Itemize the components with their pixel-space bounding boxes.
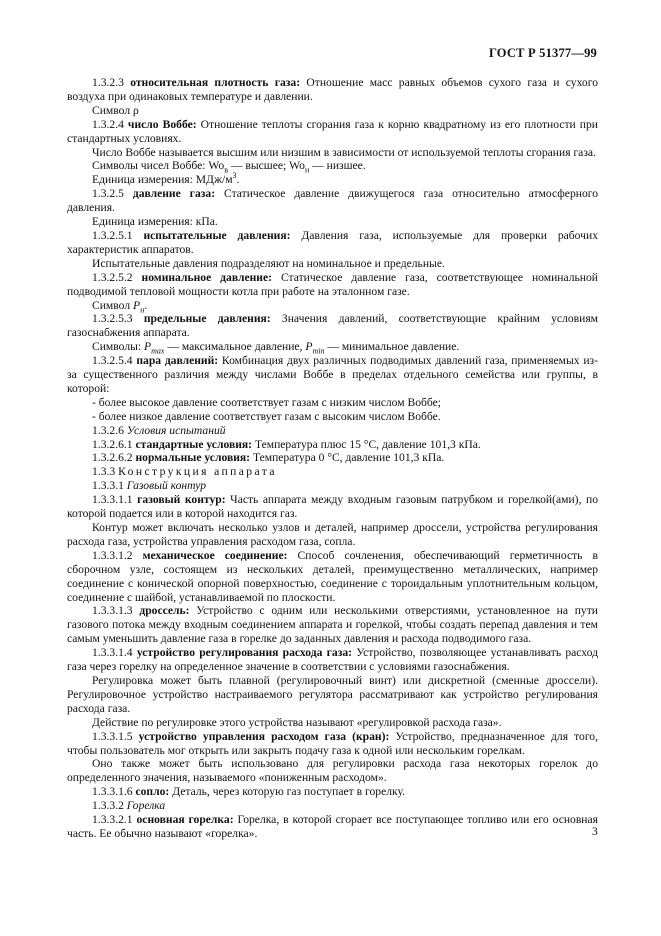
unit-line: Единица измерения: МДж/$м^3$. (92, 171, 240, 187)
definition: Устройство, предназначенное для того, чтобы пользователь мог открыть или закрыть подачу газа к одной или нескольким горелкам. (67, 729, 598, 757)
section-title: Конструкция аппарата (118, 465, 277, 479)
clause-number: 1.3.3.1.3 (92, 604, 133, 618)
definition: Значения давлений, соответствующие крайним условиям газоснабжения аппарата. (67, 312, 598, 340)
section-heading (67, 465, 598, 479)
definition: Температура 0 °С, давление 101,3 кПа. (252, 451, 445, 465)
definition: Способ сочленения, обеспечивающий герметичность в сборочном узле, состоящем из нескольких деталей, преимущественно металлических, например соединение с конической опорной поверхностью, соединение с тороидальным уплотнительным кольцом, соединение с шайбой, устанавливаемой по плоскости. (67, 548, 598, 604)
clause-1-3-2-3 (67, 76, 598, 104)
clause-number: 1.3.3.1.5 (92, 729, 133, 743)
definition: Часть аппарата между входным газовым патрубком и горелкой(ами), по которой подается или в которой находится газ. (67, 493, 598, 521)
definition: Отношение масс равных объемов сухого газа и сухого воздуха при одинаковых температуре и давлении. (67, 76, 598, 103)
term: нормальные условия: (135, 451, 251, 465)
subsection-heading (67, 424, 598, 438)
clause-number: 1.3.2.5.1 (92, 228, 133, 242)
symbol-line: Символ ρ (92, 103, 139, 117)
symbol-line: Символы: $P_{max}$ — максимальное давление, $P_{min}$ — минимальное давление. (92, 340, 460, 356)
definition: Устройство с одним или несколькими отверстиями, установленное на пути газового потока между входным соединением аппарата и горелкой, чтобы создать перепад давления и тем самым уменьшить давление газа в горелке до заданных давления и расхода подводимого газа. (67, 604, 598, 646)
term: механическое соединение: (142, 548, 288, 562)
clause-number: 1.3.2.6.2 (92, 451, 133, 465)
term: номинальное давление: (141, 270, 272, 284)
clause-number: 1.3.3 (92, 465, 116, 479)
clause-number: 1.3.2.4 (92, 117, 124, 131)
list-item: - более высокое давление соответствует газам с низким числом Воббе; (92, 395, 442, 409)
clause-1-3-3-1-6 (67, 785, 598, 799)
paragraph: Контур может включать несколько узлов и деталей, например дроссели, устройства регулирования расхода газа, устройства управления расходом газа, сопла. (67, 521, 598, 548)
paragraph: Испытательные давления подразделяют на номинальное и предельные. (92, 256, 445, 270)
paragraph: Действие по регулировке этого устройства называют «регулировкой расхода газа». (92, 715, 502, 729)
subsection-title: Горелка (126, 799, 166, 813)
definition: Деталь, через которую газ поступает в горелку. (172, 785, 406, 799)
clause-number: 1.3.3.2 (92, 799, 124, 813)
term: пара давлений: (136, 354, 219, 368)
clause-number: 1.3.2.5.3 (92, 312, 133, 326)
term: газовый контур: (137, 493, 226, 507)
clause-1-3-3-1-1 (67, 493, 598, 521)
wobbe-symbols: Символы чисел Воббе: $Wo_в$ — высшее; $Wo_н$ — низшее. (92, 159, 366, 175)
term: предельные давления: (143, 312, 271, 326)
subsection-heading (67, 799, 598, 813)
standard-code: ГОСТ Р 51377—99 (488, 46, 597, 60)
unit-line: Единица измерения: кПа. (92, 215, 218, 229)
term: давление газа: (132, 187, 216, 201)
definition: Статическое давление движущегося газа относительно атмосферного давления. (67, 187, 599, 215)
term: устройство управления расходом газа (кран): (138, 729, 390, 743)
clause-1-3-2-5-2 (67, 271, 598, 299)
clause-1-3-3-1-5 (67, 730, 598, 758)
term: устройство регулирования расхода газа: (136, 646, 353, 660)
clause-1-3-2-6-1 (67, 438, 598, 452)
definition: Горелка, в которой сгорает все поступающее топливо или его основная часть. Ее обычно называют «горелка». (67, 813, 598, 840)
clause-1-3-3-1-2 (67, 549, 598, 605)
clause-1-3-2-5-4 (67, 354, 598, 396)
subsection-heading (67, 479, 598, 493)
definition: Отношение теплоты сгорания газа к корню квадратному из его плотности при стандартных условиях. (67, 117, 598, 145)
clause-1-3-3-2-1 (67, 813, 598, 841)
clause-number: 1.3.3.1.6 (92, 785, 133, 799)
clause-1-3-2-5-1 (67, 229, 598, 257)
clause-number: 1.3.2.5.4 (92, 354, 133, 368)
symbol-line: Символ $P_н$. (92, 298, 148, 314)
clause-1-3-2-6-2 (67, 451, 598, 465)
page-number: 3 (592, 825, 598, 838)
term: число Воббе: (127, 117, 197, 131)
term: дроссель: (139, 604, 190, 618)
list-item: - более низкое давление соответствует газам с высоким числом Воббе. (92, 409, 441, 423)
paragraph: Число Воббе называется высшим или низшим в зависимости от используемой теплоты сгорания газа. (92, 145, 596, 159)
clause-number: 1.3.3.1.1 (92, 493, 133, 507)
term: относительная плотность газа: (130, 76, 301, 89)
clause-1-3-3-1-4 (67, 646, 598, 674)
clause-number: 1.3.2.5 (92, 187, 124, 201)
paragraph: Регулировка может быть плавной (регулировочный винт) или дискретной (сменные дроссели). Регулировочное устройство настраиваемого регулятора рассматривают как устройство регулирования расхода газа. (67, 673, 598, 715)
term: испытательные давления: (143, 228, 291, 242)
clause-number: 1.3.3.1.2 (92, 548, 133, 562)
clause-number: 1.3.2.6 (92, 423, 124, 437)
clause-1-3-2-5 (67, 187, 598, 215)
document-body (67, 76, 598, 841)
clause-number: 1.3.3.1 (92, 479, 124, 493)
clause-number: 1.3.3.2.1 (92, 813, 133, 827)
term: основная горелка: (136, 813, 234, 827)
term: стандартные условия: (135, 437, 253, 451)
subsection-title: Условия испытаний (126, 423, 226, 437)
definition: Устройство, позволяющее устанавливать расход газа через горелку на определенное значение в соответствии с условиями газоснабжения. (67, 646, 599, 674)
definition: Давления газа, используемые для проверки рабочих характеристик аппаратов. (67, 228, 598, 256)
paragraph: Оно также может быть использовано для регулировки расхода газа некоторых горелок до определенного значения, называемого «пониженным расходом». (67, 757, 598, 785)
clause-number: 1.3.2.6.1 (92, 437, 133, 451)
definition: Статическое давление газа, соответствующее номинальной подводимой тепловой мощности котла при работе на эталонном газе. (67, 270, 599, 298)
term: сопло: (135, 785, 170, 799)
clause-1-3-2-5-3 (67, 312, 598, 340)
definition: Комбинация двух различных подводимых давлений газа, применяемых из-за существенного различия между числами Воббе в пределах отдельного семейства или группы, в которой: (67, 354, 598, 395)
clause-number: 1.3.2.3 (92, 76, 124, 89)
subsection-title: Газовый контур (126, 479, 207, 493)
clause-number: 1.3.3.1.4 (92, 646, 133, 660)
clause-1-3-3-1-3 (67, 604, 598, 646)
definition: Температура плюс 15 °С, давление 101,3 кПа. (254, 437, 481, 451)
clause-number: 1.3.2.5.2 (92, 270, 133, 284)
clause-1-3-2-4 (67, 118, 598, 146)
